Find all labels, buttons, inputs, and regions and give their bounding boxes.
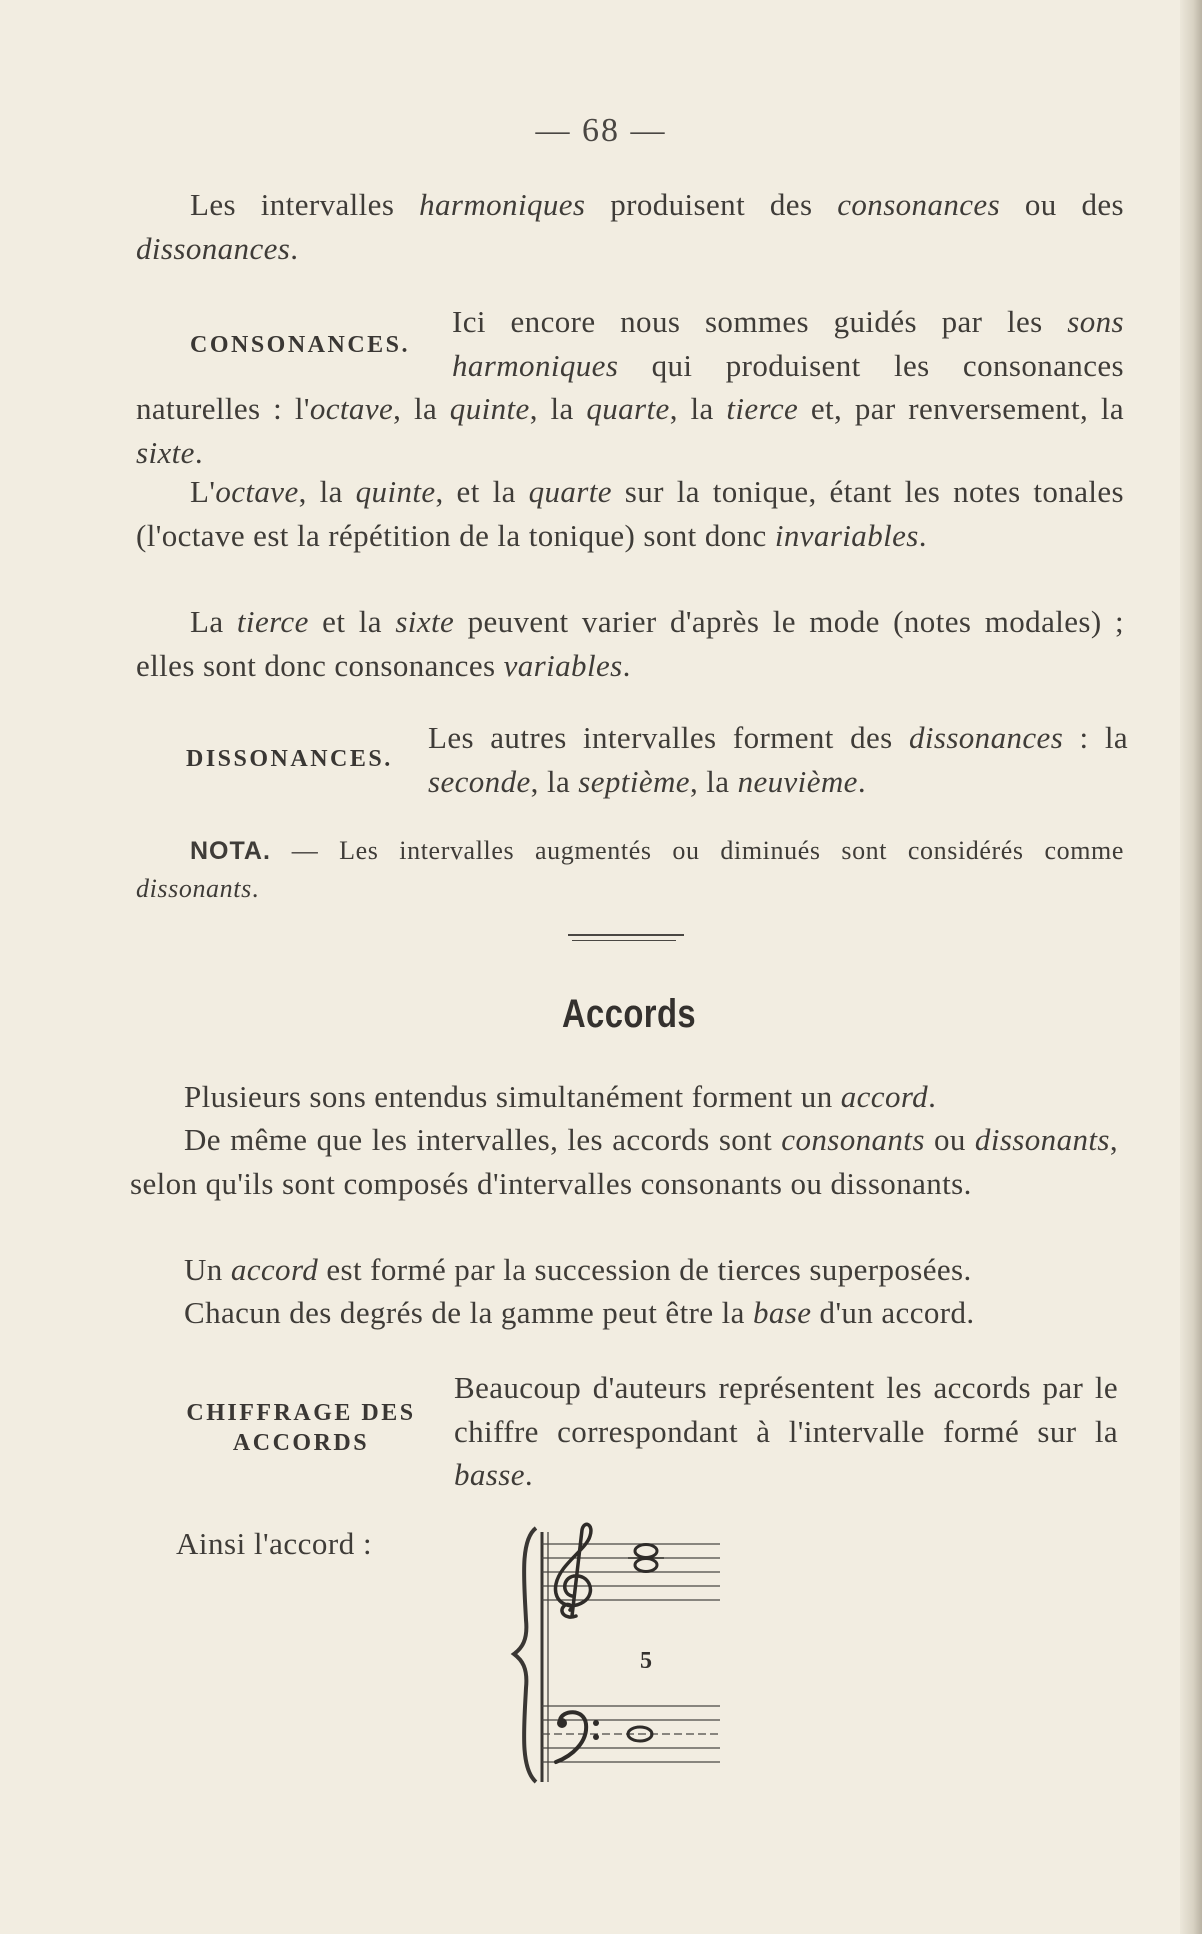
figured-bass-number: 5 <box>640 1648 652 1674</box>
treble-clef-icon <box>555 1524 590 1617</box>
treble-staff <box>542 1544 720 1600</box>
margin-label-chiffrage-line2: ACCORDS <box>232 1430 370 1456</box>
treble-chord-notes <box>628 1545 664 1572</box>
paragraph-nota: NOTA. — Les intervalles augmentés ou diminués sont considérés comme dissonants. <box>136 836 1124 903</box>
margin-label-dissonances: DISSONANCES. <box>186 746 393 772</box>
paragraph-chiffrage: Beaucoup d'auteurs représentent les accords par le chiffre correspondant à l'intervalle formé sur la basse. <box>454 1370 1118 1492</box>
paragraph-accord-types: De même que les intervalles, les accords sont consonants ou dissonants, selon qu'ils sont composés d'intervalles consonants ou dissonants. <box>130 1122 1118 1201</box>
paragraph-accord-definition: Plusieurs sons entendus simultanément forment un accord. <box>184 1079 937 1114</box>
ainsi-label: Ainsi l'accord : <box>176 1526 373 1561</box>
nota-label: NOTA. <box>190 837 271 865</box>
paragraph-consonances: Ici encore nous sommes guidés par les sons harmoniques qui produisent les consonances naturelles : l'octave, la quinte, la quarte, la tierce et, par renversement, la sixte. <box>136 304 1125 470</box>
paragraph-dissonances: Les autres intervalles forment des dissonances : la seconde, la septième, la neuvième. <box>428 720 1128 799</box>
margin-label-chiffrage <box>176 1398 426 1458</box>
paragraph-accord-base: Chacun des degrés de la gamme peut être la base d'un accord. <box>184 1295 975 1330</box>
margin-label-chiffrage-line1: CHIFFRAGE DES <box>186 1400 416 1426</box>
page-number: — 68 — <box>535 112 667 149</box>
page-edge-shadow <box>1180 0 1202 1934</box>
paragraph-tierce: La tierce et la sixte peuvent varier d'après le mode (notes modales) ; elles sont donc consonances variables. <box>136 604 1125 683</box>
margin-label-consonances: CONSONANCES. <box>190 332 411 358</box>
section-title: Accords <box>561 992 697 1036</box>
paragraph-accord-formation: Un accord est formé par la succession de tierces superposées. <box>184 1252 972 1287</box>
paragraph-octave: L'octave, la quinte, et la quarte sur la tonique, étant les notes tonales (l'octave est la répétition de la tonique) sont donc invariables. <box>136 474 1125 553</box>
paragraph-intro: Les intervalles harmoniques produisent des consonances ou des dissonances. <box>136 187 1124 266</box>
brace-icon <box>514 1528 536 1782</box>
music-score-figure <box>510 1520 750 1792</box>
